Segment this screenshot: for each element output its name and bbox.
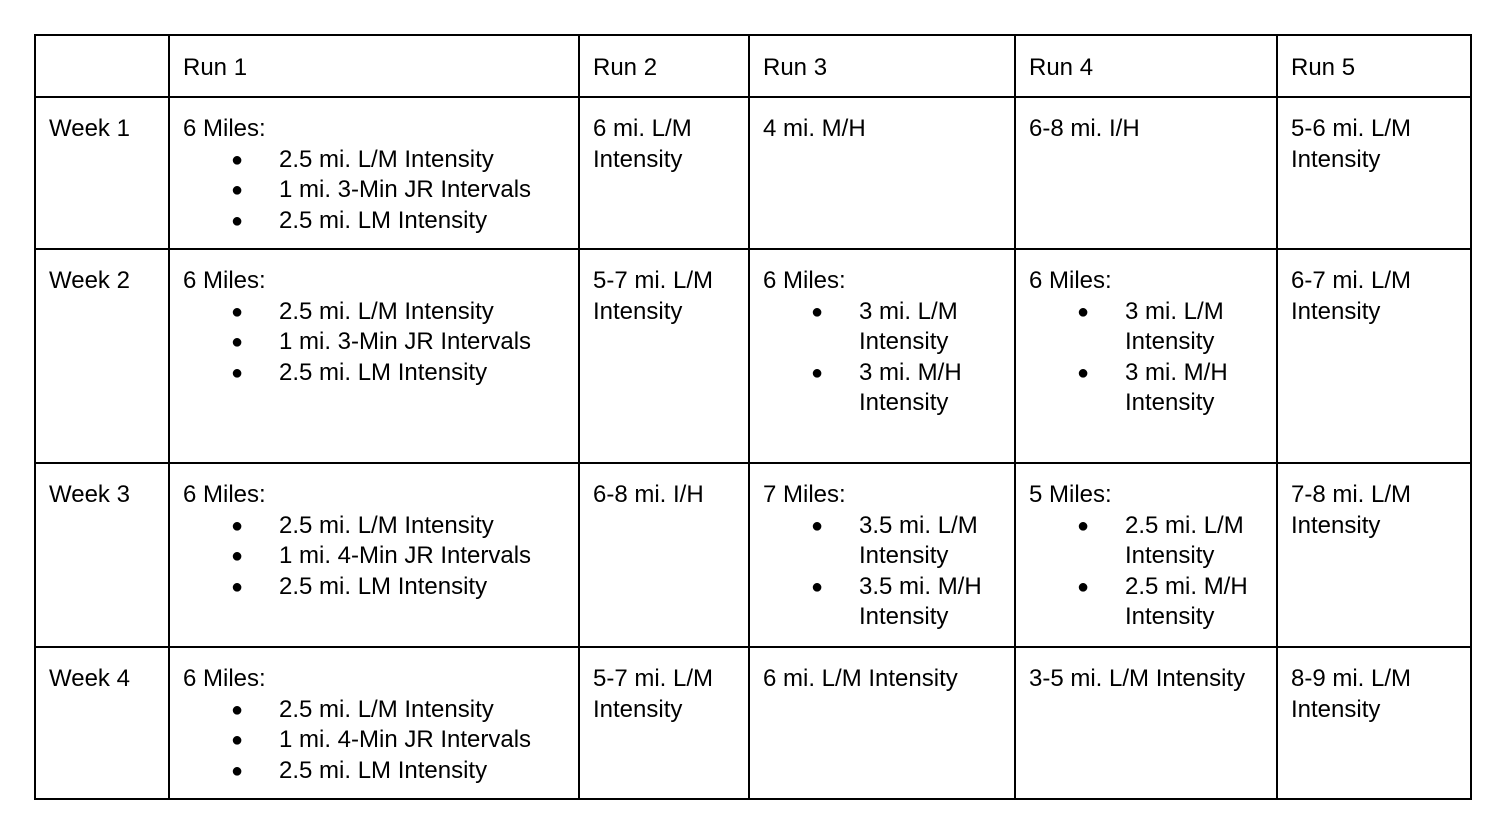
header-row	[35, 35, 1471, 97]
list-item: ● 1 mi. 4-Min JR Intervals	[183, 725, 565, 756]
run-cell	[1277, 97, 1471, 249]
run-title: 6-8 mi. I/H	[593, 481, 704, 508]
run-items	[1029, 297, 1263, 419]
run-title: 6 Miles:	[183, 115, 266, 142]
run-title: 6 Miles:	[1029, 267, 1112, 294]
run-cell	[169, 249, 579, 463]
table-row	[35, 647, 1471, 799]
list-item: ● 2.5 mi. L/M Intensity	[183, 511, 565, 542]
header-run-2: Run 2	[579, 35, 749, 97]
list-item: ● 2.5 mi. L/M Intensity	[183, 145, 565, 176]
table-row	[35, 97, 1471, 249]
run-title: 6-7 mi. L/M Intensity	[1291, 267, 1412, 325]
run-title: 6 Miles:	[183, 481, 266, 508]
list-item: ● 1 mi. 3-Min JR Intervals	[183, 327, 565, 358]
bullet-icon: ●	[1077, 514, 1090, 537]
run-items	[1029, 511, 1263, 633]
list-item: ● 1 mi. 3-Min JR Intervals	[183, 175, 565, 206]
list-item: ● 2.5 mi. M/H Intensity	[1077, 572, 1248, 630]
list-item: ● 3 mi. M/H Intensity	[811, 358, 962, 416]
run-title: 6 mi. L/M Intensity	[593, 115, 692, 173]
bullet-icon: ●	[231, 179, 244, 201]
training-schedule-table	[34, 34, 1472, 800]
run-cell	[1277, 463, 1471, 647]
bullet-icon: ●	[811, 361, 824, 384]
bullet-icon: ●	[231, 148, 244, 171]
run-cell	[1015, 249, 1277, 463]
bullet-icon: ●	[811, 575, 824, 598]
run-cell	[749, 97, 1015, 249]
bullet-icon: ●	[811, 514, 824, 537]
corner-cell	[35, 35, 169, 97]
header-run-1: Run 1	[169, 35, 579, 97]
table-row	[35, 463, 1471, 647]
table-row	[35, 249, 1471, 463]
header-run-5: Run 5	[1277, 35, 1471, 97]
list-item: ● 3.5 mi. M/H Intensity	[811, 572, 982, 630]
list-item: ● 2.5 mi. L/M Intensity	[1077, 511, 1244, 569]
run-title: 6 Miles:	[183, 267, 266, 294]
run-title: 6 Miles:	[763, 267, 846, 294]
run-title: 3-5 mi. L/M Intensity	[1029, 665, 1246, 692]
list-item: ● 2.5 mi. LM Intensity	[183, 756, 565, 787]
run-title: 5-7 mi. L/M Intensity	[593, 267, 714, 325]
bullet-icon: ●	[231, 545, 244, 567]
bullet-icon: ●	[231, 331, 244, 353]
run-cell	[1015, 97, 1277, 249]
run-cell	[1277, 647, 1471, 799]
bullet-icon: ●	[1077, 300, 1090, 323]
bullet-icon: ●	[231, 759, 244, 782]
run-cell	[1015, 463, 1277, 647]
list-item: ● 3 mi. L/M Intensity	[811, 297, 958, 355]
list-item: ● 2.5 mi. LM Intensity	[183, 572, 565, 603]
bullet-icon: ●	[1077, 361, 1090, 384]
run-items	[763, 511, 1001, 633]
list-item: ● 2.5 mi. LM Intensity	[183, 206, 565, 237]
run-items	[183, 297, 565, 389]
run-title: 8-9 mi. L/M Intensity	[1291, 665, 1412, 723]
run-cell	[579, 647, 749, 799]
list-item: ● 2.5 mi. L/M Intensity	[183, 297, 565, 328]
week-label: Week 3	[35, 463, 169, 647]
run-cell	[579, 97, 749, 249]
run-cell	[579, 463, 749, 647]
list-item: ● 1 mi. 4-Min JR Intervals	[183, 541, 565, 572]
run-cell	[169, 97, 579, 249]
run-title: 7 Miles:	[763, 481, 846, 508]
bullet-icon: ●	[231, 300, 244, 323]
run-cell	[1015, 647, 1277, 799]
list-item: ● 3 mi. L/M Intensity	[1077, 297, 1224, 355]
run-title: 4 mi. M/H	[763, 115, 866, 142]
run-title: 7-8 mi. L/M Intensity	[1291, 481, 1412, 539]
run-title: 5 Miles:	[1029, 481, 1112, 508]
run-items	[183, 695, 565, 787]
bullet-icon: ●	[231, 514, 244, 537]
run-title: 6 mi. L/M Intensity	[763, 665, 958, 692]
week-label: Week 4	[35, 647, 169, 799]
week-label: Week 2	[35, 249, 169, 463]
bullet-icon: ●	[231, 361, 244, 384]
header-run-4: Run 4	[1015, 35, 1277, 97]
run-items	[183, 511, 565, 603]
bullet-icon: ●	[811, 300, 824, 323]
run-title: 6-8 mi. I/H	[1029, 115, 1140, 142]
run-title: 5-7 mi. L/M Intensity	[593, 665, 714, 723]
run-items	[763, 297, 1001, 419]
list-item: ● 2.5 mi. L/M Intensity	[183, 695, 565, 726]
header-run-3: Run 3	[749, 35, 1015, 97]
run-cell	[579, 249, 749, 463]
list-item: ● 3 mi. M/H Intensity	[1077, 358, 1228, 416]
bullet-icon: ●	[231, 209, 244, 232]
bullet-icon: ●	[231, 575, 244, 598]
run-items	[183, 145, 565, 237]
run-cell	[169, 647, 579, 799]
bullet-icon: ●	[231, 729, 244, 751]
bullet-icon: ●	[1077, 575, 1090, 598]
list-item: ● 2.5 mi. LM Intensity	[183, 358, 565, 389]
run-title: 5-6 mi. L/M Intensity	[1291, 115, 1412, 173]
run-title: 6 Miles:	[183, 665, 266, 692]
week-label: Week 1	[35, 97, 169, 249]
run-cell	[749, 249, 1015, 463]
run-cell	[749, 647, 1015, 799]
run-cell	[749, 463, 1015, 647]
run-cell	[1277, 249, 1471, 463]
bullet-icon: ●	[231, 698, 244, 721]
run-cell	[169, 463, 579, 647]
list-item: ● 3.5 mi. L/M Intensity	[811, 511, 978, 569]
